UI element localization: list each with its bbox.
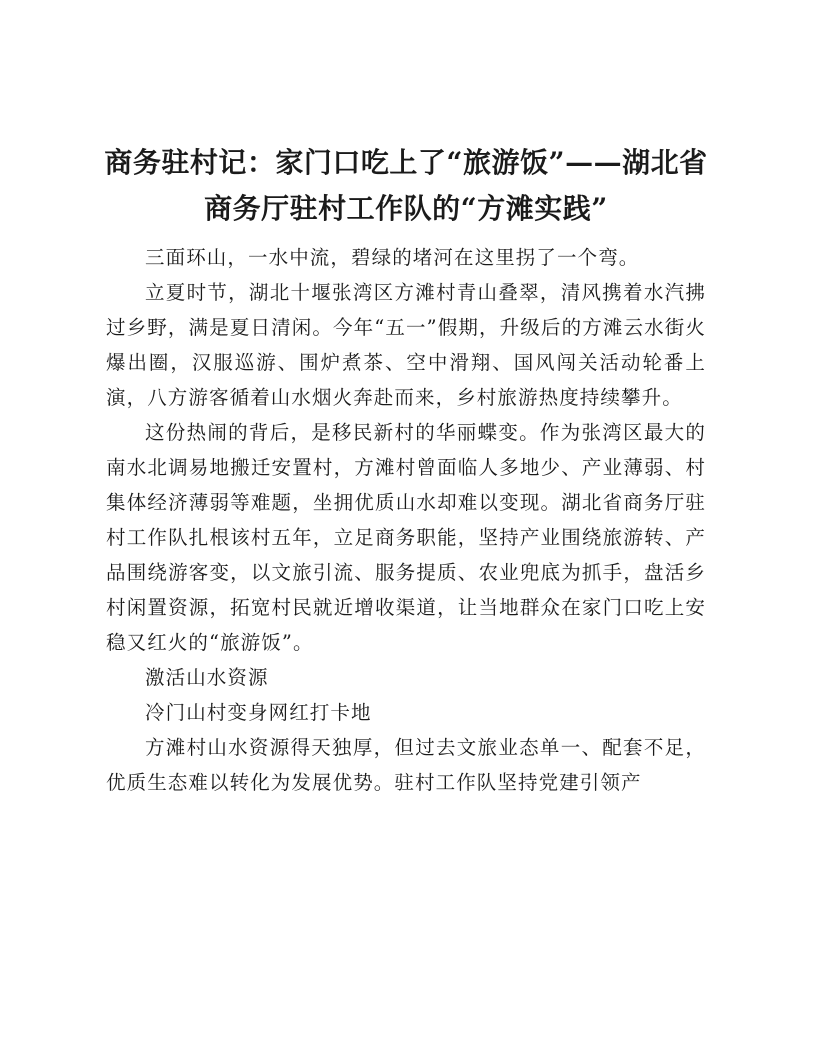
section-heading: 激活山水资源 — [145, 666, 269, 689]
section-subheading: 冷门山村变身网红打卡地 — [145, 701, 372, 724]
paragraph: 方滩村山水资源得天独厚，但过去文旅业态单一、配套不足，优质生态难以转化为发展优势。驻村工作队坚持党建引领产 — [106, 736, 706, 794]
paragraph: 这份热闹的背后，是移民新村的华丽蝶变。作为张湾区最大的南水北调易地搬迁安置村，方滩村曾面临人多地少、产业薄弱、村集体经济薄弱等难题，坐拥优质山水却难以变现。湖北省商务厅驻村工作队扎根该村五年，立足商务职能，坚持产业围绕旅游转、产品围绕游客变，以文旅引流、服务提质、农业兜底为抓手，盘活乡村闲置资源，拓宽村民就近增收渠道，让当地群众在家门口吃上安稳又红火的“旅游饭”。 — [106, 421, 706, 654]
paragraph: 立夏时节，湖北十堰张湾区方滩村青山叠翠，清风携着水汽拂过乡野，满是夏日清闲。今年“五一”假期，升级后的方滩云水街火爆出圈，汉服巡游、围炉煮茶、空中滑翔、国风闯关活动轮番上演，八方游客循着山水烟火奔赴而来，乡村旅游热度持续攀升。 — [106, 281, 706, 409]
document-page — [106, 140, 706, 800]
paragraph: 三面环山，一水中流，碧绿的堵河在这里拐了一个弯。 — [145, 246, 640, 269]
article-body — [106, 240, 706, 800]
article-title: 商务驻村记：家门口吃上了“旅游饭”——湖北省商务厅驻村工作队的“方滩实践” — [104, 146, 708, 225]
